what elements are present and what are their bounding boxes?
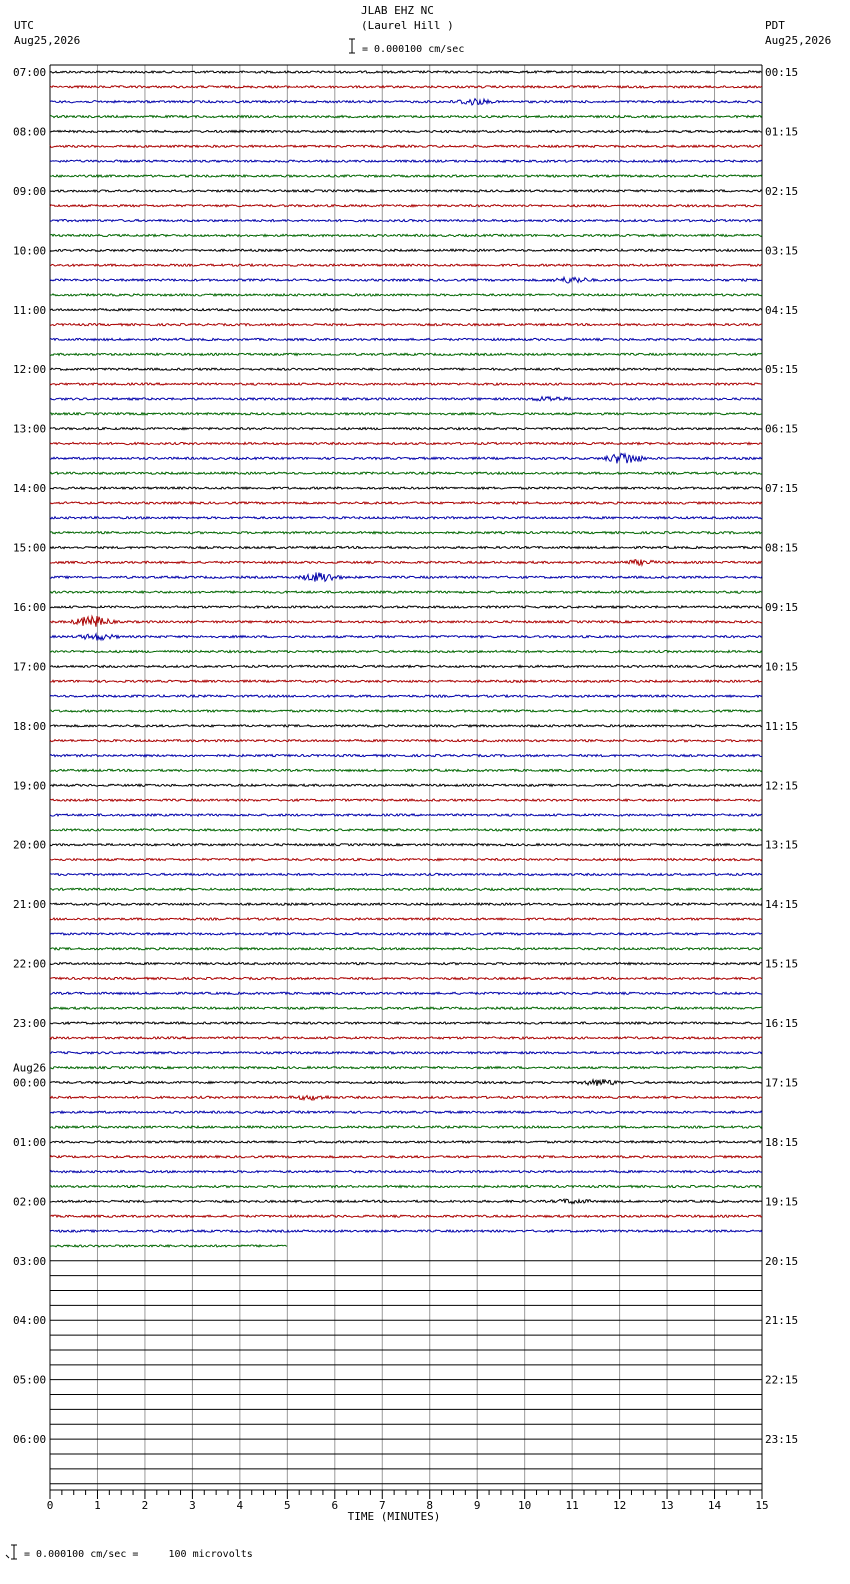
time-grid	[50, 65, 762, 1490]
seismic-trace	[50, 695, 762, 697]
seismic-trace	[50, 338, 762, 340]
seismic-trace	[50, 740, 762, 742]
x-tick-label: 8	[426, 1499, 434, 1512]
pdt-hour-label: 08:15	[765, 541, 799, 555]
pdt-hour-label: 02:15	[765, 184, 799, 198]
seismic-trace	[50, 948, 762, 950]
seismic-trace	[50, 1171, 762, 1173]
utc-hour-label: 05:00	[13, 1373, 47, 1387]
seismic-trace	[50, 1037, 762, 1039]
pdt-hour-label: 07:15	[765, 482, 799, 496]
left-time-zone: UTC	[14, 19, 34, 32]
seismic-trace	[50, 992, 762, 994]
seismic-trace	[50, 710, 762, 712]
x-tick-label: 7	[378, 1499, 386, 1512]
seismic-trace	[50, 353, 762, 355]
seismic-trace	[50, 1067, 762, 1069]
utc-hour-label: 16:00	[13, 600, 47, 614]
seismic-trace	[50, 858, 762, 860]
seismic-trace	[50, 1230, 762, 1232]
pdt-hour-label: 03:15	[765, 244, 799, 258]
x-tick-label: 15	[755, 1499, 769, 1512]
pdt-hour-label: 15:15	[765, 957, 799, 971]
seismic-trace	[50, 234, 762, 236]
pdt-hour-label: 22:15	[765, 1373, 799, 1387]
seismic-trace	[50, 888, 762, 890]
utc-hour-label: 14:00	[13, 482, 47, 496]
seismic-trace	[50, 560, 762, 566]
seismic-trace	[50, 769, 762, 771]
pdt-hour-label: 19:15	[765, 1195, 799, 1209]
seismic-trace	[50, 1022, 762, 1024]
seismic-trace	[50, 650, 762, 652]
utc-hour-label: 01:00	[13, 1135, 47, 1149]
pdt-hour-label: 09:15	[765, 600, 799, 614]
utc-hour-label: 12:00	[13, 363, 47, 377]
seismic-trace	[50, 205, 762, 207]
pdt-hour-label: 05:15	[765, 363, 799, 377]
seismic-trace	[50, 532, 762, 534]
seismic-trace	[50, 1007, 762, 1009]
seismic-trace	[50, 1199, 762, 1203]
seismic-trace	[50, 754, 762, 756]
utc-hour-label: 19:00	[13, 779, 47, 793]
seismic-trace	[50, 220, 762, 222]
footer-scale-bar-icon	[6, 1545, 17, 1559]
utc-hour-label: 03:00	[13, 1254, 47, 1268]
seismic-trace	[50, 1052, 762, 1054]
pdt-hour-label: 00:15	[765, 66, 799, 79]
x-tick-label: 1	[94, 1499, 101, 1512]
scale-bar-icon	[349, 39, 355, 53]
seismic-trace	[50, 145, 762, 147]
seismic-trace	[50, 324, 762, 326]
x-axis-title: TIME (MINUTES)	[347, 1510, 441, 1523]
seismic-trace	[50, 502, 762, 504]
seismic-trace	[50, 383, 762, 385]
seismic-trace	[50, 517, 762, 519]
seismic-trace	[50, 1126, 762, 1128]
seismic-trace	[50, 99, 762, 105]
seismic-trace	[50, 190, 762, 192]
scale-label: = 0.000100 cm/sec	[362, 44, 465, 55]
x-tick-label: 5	[284, 1499, 291, 1512]
seismic-trace	[50, 1111, 762, 1113]
seismic-trace	[50, 1215, 762, 1217]
x-tick-label: 4	[236, 1499, 244, 1512]
x-tick-label: 2	[141, 1499, 149, 1512]
seismic-trace	[50, 472, 762, 474]
seismic-trace	[50, 665, 762, 667]
station-title: JLAB EHZ NC	[361, 4, 434, 17]
x-tick-label: 3	[189, 1499, 196, 1512]
seismic-trace	[50, 160, 762, 162]
utc-hour-label: 15:00	[13, 541, 47, 555]
utc-hour-label: 00:00	[13, 1076, 47, 1090]
seismic-trace	[50, 873, 762, 875]
seismic-trace	[50, 933, 762, 935]
x-tick-label: 12	[612, 1499, 627, 1512]
pdt-hour-label: 12:15	[765, 779, 799, 793]
utc-hour-label: 18:00	[13, 719, 47, 733]
date-change-label: Aug26	[13, 1061, 47, 1075]
footer-scale-note: = 0.000100 cm/sec = 100 microvolts	[24, 1549, 253, 1560]
pdt-hour-label: 17:15	[765, 1076, 799, 1090]
x-tick-label: 14	[707, 1499, 722, 1512]
pdt-hour-label: 06:15	[765, 422, 799, 436]
pdt-hour-label: 14:15	[765, 898, 799, 912]
seismic-trace	[50, 634, 762, 640]
pdt-hour-label: 13:15	[765, 838, 799, 852]
seismic-trace	[50, 799, 762, 801]
seismic-trace	[50, 1141, 762, 1143]
right-date: Aug25,2026	[765, 34, 832, 47]
seismic-trace	[50, 616, 762, 627]
seismic-trace	[50, 1245, 287, 1247]
seismic-trace	[50, 1079, 762, 1086]
seismic-trace	[50, 814, 762, 816]
seismic-trace	[50, 71, 762, 73]
seismic-trace	[50, 977, 762, 979]
seismic-trace	[50, 413, 762, 415]
utc-hour-label: 23:00	[13, 1017, 47, 1031]
seismic-trace	[50, 86, 762, 88]
pdt-hour-label: 16:15	[765, 1017, 799, 1031]
seismic-trace	[50, 1185, 762, 1187]
seismic-trace	[50, 844, 762, 846]
seismic-trace	[50, 829, 762, 831]
seismic-trace	[50, 294, 762, 296]
seismic-trace	[50, 591, 762, 593]
seismic-trace	[50, 309, 762, 311]
seismic-trace	[50, 115, 762, 117]
pdt-hour-label: 04:15	[765, 303, 799, 317]
seismic-trace	[50, 487, 762, 489]
seismic-trace	[50, 397, 762, 401]
pdt-hour-label: 11:15	[765, 719, 799, 733]
utc-hour-label: 02:00	[13, 1195, 47, 1209]
seismic-trace	[50, 130, 762, 132]
pdt-hour-label: 10:15	[765, 660, 799, 674]
seismic-trace	[50, 428, 762, 430]
pdt-hour-label: 23:15	[765, 1433, 799, 1447]
seismic-trace	[50, 680, 762, 682]
seismic-trace	[50, 277, 762, 283]
seismic-trace	[50, 453, 762, 463]
utc-hour-label: 07:00	[13, 66, 47, 79]
utc-hour-label: 10:00	[13, 244, 47, 258]
utc-hour-label: 06:00	[13, 1433, 47, 1447]
x-tick-label: 9	[473, 1499, 481, 1512]
utc-hour-label: 09:00	[13, 184, 47, 198]
x-tick-label: 13	[660, 1499, 674, 1512]
utc-hour-label: 20:00	[13, 838, 47, 852]
pdt-hour-label: 18:15	[765, 1135, 799, 1149]
pdt-hour-label: 01:15	[765, 125, 799, 139]
x-tick-label: 11	[565, 1499, 579, 1512]
station-location: (Laurel Hill )	[361, 19, 454, 32]
utc-hour-label: 22:00	[13, 957, 47, 971]
trace-rows	[50, 71, 762, 1484]
seismic-trace	[50, 546, 762, 548]
seismic-trace	[50, 606, 762, 608]
seismic-trace	[50, 442, 762, 444]
seismic-trace	[50, 264, 762, 266]
utc-hour-label: 21:00	[13, 898, 47, 912]
utc-hour-label: 13:00	[13, 422, 47, 436]
x-tick-label: 10	[518, 1499, 532, 1512]
left-date: Aug25,2026	[14, 34, 81, 47]
seismic-trace	[50, 368, 762, 370]
x-axis	[47, 1490, 769, 1523]
seismic-trace	[50, 784, 762, 786]
seismic-trace	[50, 175, 762, 177]
seismic-trace	[50, 725, 762, 727]
pdt-hour-label: 21:15	[765, 1314, 799, 1328]
x-tick-label: 0	[46, 1499, 54, 1512]
seismic-trace	[50, 1156, 762, 1158]
x-tick-label: 6	[331, 1499, 339, 1512]
seismic-trace	[50, 903, 762, 905]
utc-hour-label: 04:00	[13, 1314, 47, 1328]
seismic-trace	[50, 918, 762, 920]
utc-hour-label: 17:00	[13, 660, 47, 674]
right-time-zone: PDT	[765, 19, 785, 32]
seismic-trace	[50, 572, 762, 581]
utc-hour-label: 08:00	[13, 125, 47, 139]
seismic-trace	[50, 963, 762, 965]
seismic-trace	[50, 1096, 762, 1101]
pdt-hour-label: 20:15	[765, 1254, 799, 1268]
seismic-trace	[50, 249, 762, 251]
utc-hour-label: 11:00	[13, 303, 47, 317]
